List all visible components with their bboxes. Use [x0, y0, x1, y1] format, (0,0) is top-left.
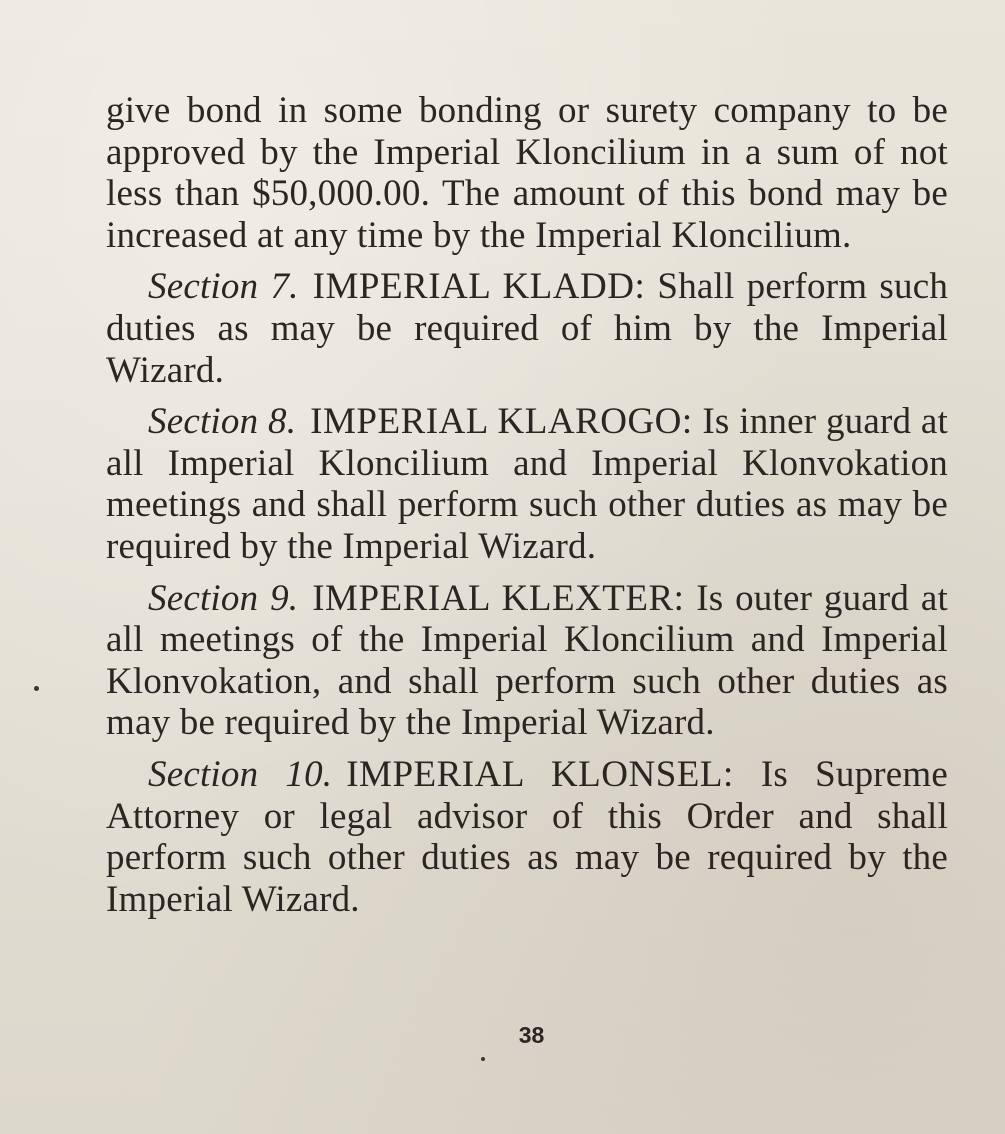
ink-speck: [481, 1057, 485, 1061]
paragraph-text: Is outer guard at all meetings of the Imperial Kloncilium and Imperial Klonvokation, and shall perform such other duties as may be required by the Imperial Wizard.: [106, 577, 949, 744]
section-10-paragraph: [106, 754, 948, 920]
section-label: Section 9.: [148, 577, 299, 619]
ink-speck: [34, 686, 39, 691]
bond-paragraph: [106, 90, 948, 256]
section-heading: IMPERIAL KLEXTER:: [312, 577, 685, 619]
section-label: Section 10.: [148, 753, 333, 795]
paragraph-text: Shall perform such duties as may be required of him by the Imperial Wizard.: [106, 266, 949, 391]
section-heading: IMPERIAL KLAROGO:: [310, 401, 693, 443]
section-heading: IMPERIAL KLONSEL:: [346, 753, 734, 795]
section-7-paragraph: [106, 266, 948, 391]
section-label: Section 7.: [148, 266, 299, 308]
section-heading: IMPERIAL KLADD:: [312, 266, 646, 308]
page-body-text: [106, 90, 948, 920]
section-8-paragraph: [106, 401, 948, 567]
page-number: 38: [518, 1022, 545, 1048]
paragraph-text: Is Supreme Attorney or legal advisor of this Order and shall perform such other duties as may be required by the Imperial Wizard.: [106, 753, 949, 920]
paragraph-text: give bond in some bonding or surety company to be approved by the Imperial Kloncilium in a sum of not less than $50,000.00. The amount of this bond may be increased at any time by the Imperial Kloncilium.: [106, 90, 948, 256]
section-9-paragraph: [106, 578, 948, 744]
section-label: Section 8.: [148, 401, 297, 443]
paragraph-text: Is inner guard at all Imperial Kloncilium and Imperial Klonvokation meetings and shall perform such other duties as may be required by the Imperial Wizard.: [106, 401, 949, 567]
